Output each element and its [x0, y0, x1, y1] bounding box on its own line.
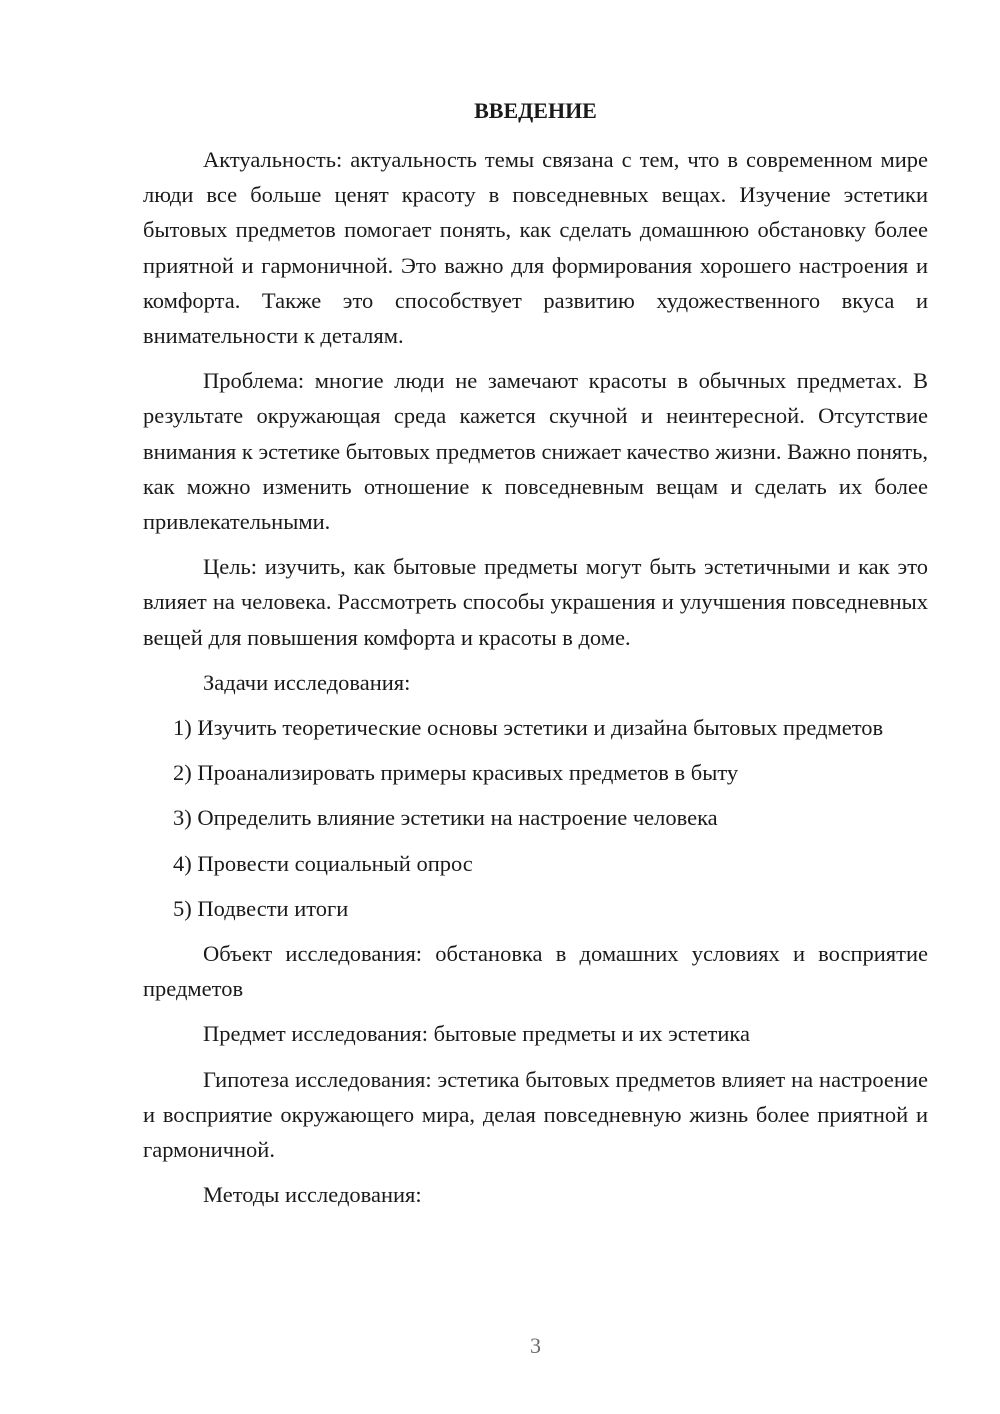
document-page [143, 0, 928, 1414]
task-item-3: 3) Определить влияние эстетики на настроение человека [173, 805, 718, 831]
paragraph-goal: Цель: изучить, как бытовые предметы могут быть эстетичными и как это влияет на человека. Рассмотреть способы украшения и улучшения повседневных вещей для повышения комфорта и красоты в доме. [143, 554, 928, 650]
document-body [143, 142, 928, 1222]
paragraph-methods: Методы исследования: [203, 1182, 422, 1208]
paragraph-hypothesis: Гипотеза исследования: эстетика бытовых предметов влияет на настроение и восприятие окружающего мира, делая повседневную жизнь более приятной и гармоничной. [143, 1066, 928, 1163]
paragraph-subject: Предмет исследования: бытовые предметы и их эстетика [203, 1021, 750, 1047]
section-title: ВВЕДЕНИЕ [474, 98, 597, 123]
paragraph-relevance: Актуальность: актуальность темы связана с тем, что в современном мире люди все больше ценят красоту в повседневных вещах. Изучение эстетики бытовых предметов помогает понять, как сделать домашнюю обстановку более приятной и гармоничной. Это важно для формирования хорошего настроения и комфорта. Также это способствует развитию художественного вкуса и внимательности к деталям. [143, 147, 928, 349]
page-number: 3 [530, 1333, 541, 1358]
task-item-1: 1) Изучить теоретические основы эстетики и дизайна бытовых предметов [173, 715, 884, 741]
task-item-5: 5) Подвести итоги [173, 895, 349, 921]
task-item-4: 4) Провести социальный опрос [173, 850, 473, 876]
paragraph-problem: Проблема: многие люди не замечают красоты в обычных предметах. В результате окружающая среда кажется скучной и неинтересной. Отсутствие внимания к эстетике бытовых предметов снижает качество жизни. Важно понять, как можно изменить отношение к повседневным вещам и сделать их более привлекательными. [143, 368, 928, 535]
task-item-2: 2) Проанализировать примеры красивых предметов в быту [173, 760, 739, 786]
paragraph-object: Объект исследования: обстановка в домашних условиях и восприятие предметов [143, 941, 928, 1002]
paragraph-tasks-heading: Задачи исследования: [203, 669, 411, 695]
